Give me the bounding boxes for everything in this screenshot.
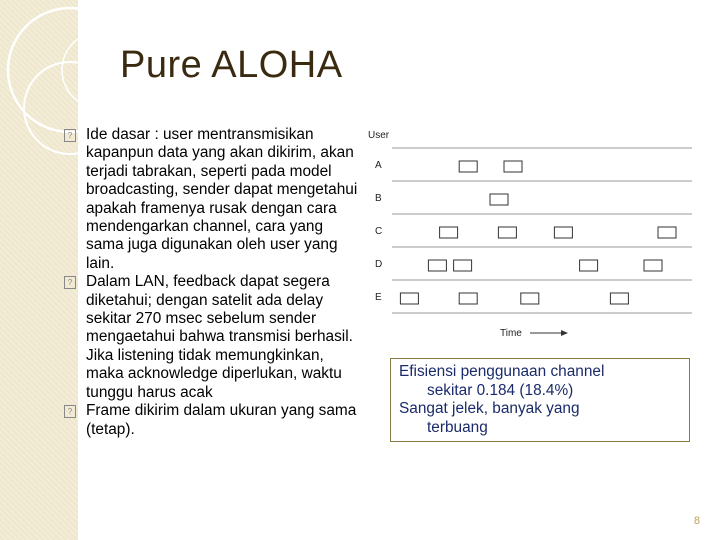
bullet-list <box>64 126 364 439</box>
user-label-d: D <box>375 259 383 270</box>
frame-e <box>459 293 477 304</box>
frame-c <box>554 227 572 238</box>
bullet-text: Frame dikirim dalam ukuran yang sama (tetap). <box>86 402 357 438</box>
bullet-item <box>64 126 364 273</box>
frame-e <box>610 293 628 304</box>
frame-a <box>504 161 522 172</box>
frame-c <box>440 227 458 238</box>
efficiency-line: Sangat jelek, banyak yang <box>399 400 580 418</box>
frame-a <box>459 161 477 172</box>
time-arrow-head <box>561 330 568 336</box>
user-label-b: B <box>375 193 382 204</box>
efficiency-value: sekitar 0.184 (18.4%) <box>427 381 574 399</box>
user-axis-label: User <box>368 130 390 141</box>
box-bullet-icon: ? <box>64 405 76 418</box>
frame-c <box>658 227 676 238</box>
frame-b <box>490 194 508 205</box>
frame-d <box>580 260 598 271</box>
bullet-text: Dalam LAN, feedback dapat segera diketahui; dengan satelit ada delay sekitar 270 msec sebelum sender mengaetahui bahwa transmisi berhasil. Jika listening tidak memungkinkan, maka acknowledge diperlukan, waktu tunggu harus acak <box>86 273 353 401</box>
bullet-item <box>64 273 364 402</box>
box-bullet-icon: ? <box>64 276 76 289</box>
frame-e <box>521 293 539 304</box>
efficiency-line: Efisiensi penggunaan channel <box>399 363 605 380</box>
efficiency-box <box>390 358 690 442</box>
frame-d <box>454 260 472 271</box>
slide-title: Pure ALOHA <box>120 44 343 86</box>
bullet-item <box>64 402 364 439</box>
time-axis-label: Time <box>500 328 522 339</box>
page-number: 8 <box>693 515 700 527</box>
user-label-c: C <box>375 226 383 237</box>
frame-d <box>428 260 446 271</box>
frame-e <box>400 293 418 304</box>
bullet-text: Ide dasar : user mentransmisikan kapanpun data yang akan dikirim, akan terjadi tabrakan, seperti pada model broadcasting, sender dapat mengetahui apakah framenya rusak dengan cara mendengarkan channel, cara yang sama juga digunakan oleh user yang lain. <box>86 126 358 272</box>
frame-d <box>644 260 662 271</box>
efficiency-line: terbuang <box>427 418 488 436</box>
user-label-e: E <box>375 292 382 303</box>
box-bullet-icon: ? <box>64 129 76 142</box>
aloha-timing-diagram <box>362 122 702 342</box>
frame-c <box>498 227 516 238</box>
user-label-a: A <box>375 160 382 171</box>
